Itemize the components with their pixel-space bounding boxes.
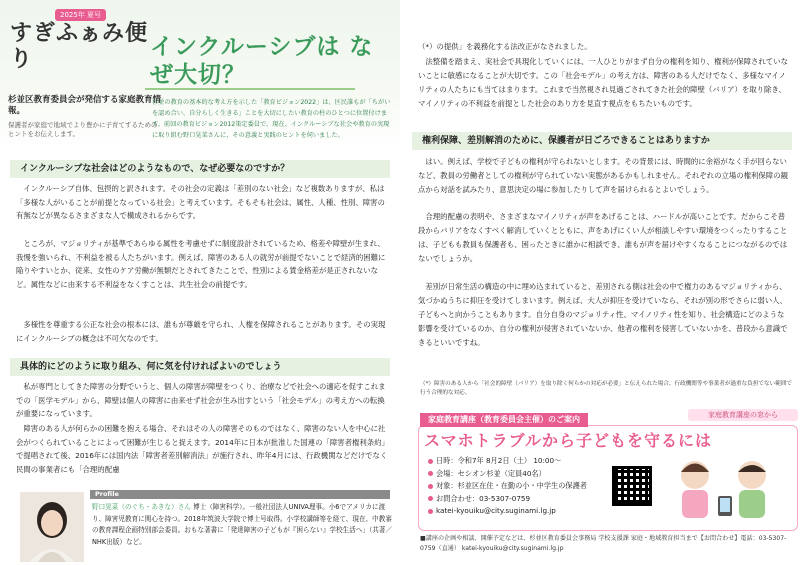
event-date: 日時：令和7年 8月2日（土） 10:00〜 <box>428 455 628 468</box>
tagline-sub: 保護者が家庭で地域でより豊かに子育てするためのヒントをお伝えします。 <box>8 121 158 138</box>
mail-icon <box>428 509 433 514</box>
paragraph: はい。例えば、学校で子どもの権利が守られないとします。その背景には、時間的に余裕がなく手が回らないなど、教員の労働者としての権利が守られていない実態があるかもしれません。それぞれの立場の権利保障の観点から対話を試みたり、意思決定の場に参加したりして声を届けられるとよいでしょう。 <box>418 157 788 194</box>
section-heading: 具体的にどのように取り組み、何に気を付ければよいのでしょう <box>10 358 390 376</box>
paragraph: ところが、マジョリティが基準であらゆる属性を考慮せずに制度設計されているため、格差や障壁が生まれ、我慢を強いられ、不利益を被る人たちがいます。例えば、障害のある人の就労が前提でないことで経済的困難に陥りやすいとか、従来、女性のケア労働が無類だとされてきたことで、性別による賃金格差が是正されないなど。属性などに由来する不利益をなくすことは、共生社会の前提です。 <box>16 239 386 289</box>
window-tag: 家庭教育講座の窓から <box>688 409 798 421</box>
theme-underline <box>145 88 355 90</box>
footnote: （*）障害のある人から「社会的障壁（バリア）を取り除く何らかの対応が必要」と伝えられた場合、行政機関等や事業者が過重な負担でない範囲で行う合理的な対応。 <box>420 381 792 396</box>
bullet-icon <box>428 459 433 464</box>
issue-tag: 2025年 夏号 <box>55 9 106 21</box>
profile-name: 野口晃菜（のぐち・あきな）さん <box>92 503 191 511</box>
section-heading: インクルーシブな社会はどのようなもので、なぜ必要なのですか？ <box>10 160 390 178</box>
bullet-icon <box>428 471 433 476</box>
children-illustration <box>660 450 790 520</box>
theme-heading: インクルーシブは なぜ大切？ <box>150 34 374 88</box>
paragraph: 多様性を尊重する公正な社会の根本には、誰もが尊厳を守られ、人権を保障されることがあります。その実現にインクルーシブの概念は不可欠なのです。 <box>16 320 386 343</box>
event-venue: 会場：セシオン杉並（定員40名） <box>428 468 628 481</box>
event-email[interactable]: katei-kyouiku@city.suginami.lg.jp <box>428 505 628 518</box>
bullet-icon <box>428 496 433 501</box>
paragraph: インクルーシブ自体、包摂的と訳されます。その社会の定義は「差別のない社会」など複数ありますが、私は「多様な人がいることが前提となっている社会」と考えています。そもそも社会は、属性、人種、性別、障害の有無などが異なるさまざまな人で構成されるからです。 <box>16 184 385 220</box>
tagline: 杉並区教育委員会が発信する家庭教育情報。 <box>8 95 162 116</box>
profile-bio: 博士（障害科学）。一般社団法人UNIVA理事。小6でアメリカに渡り、障害児教育に関心を持つ。2018年筑波大学院で博士号取得。小学校講師等を経て、現在、中教審の教育課程企画特別部会委員。おもな著書に「発達障害の子どもが『困らない』学校生活へ」（共著／NHK出版）など。 <box>92 503 393 546</box>
qr-code-icon[interactable] <box>612 466 652 506</box>
intro-text: 杉並の教育の基本的な考え方を示した「教育ビジョン2022」は、区民誰もが「ちがいを認め合い、自分らしく生きる」ことを大切にしたい教育の柱のひとつに位置付けます。前回の教育ビジョン2012策定委員で、現在、インクルーシブな社会や教育の実現に取り組む野口晃菜さんに、その意義と実践のヒントを伺いました。 <box>152 99 391 139</box>
profile-bar <box>90 490 390 499</box>
paragraph: 障害のある人が何らかの困難を抱える場合、それはその人の障害そのものではなく、障害のない人を中心に社会がつくられていることによって困難が生じると捉えます。2014年に日本が批准した国連の「障害者権利条約」で提唱されて後、2016年には国内法「障害者差別解消法」が施行され、昨年4月には、行政機関などだけでなく民間の事業者にも「合理的配慮 <box>16 424 388 474</box>
profile-text <box>92 502 392 548</box>
paragraph: 合理的配慮の表明や、さまざまなマイノリティが声をあげることは、ハードルが高いことです。だからこそ普段からバリアをなくすべく解消していくとともに、声をあげにくい人が相談しやすい環境をつくったりすることは、子どもも教員も保護者も、困ったときに誰かに相談でき、誰もが声を届けやすくなることにつながるのではないでしょうか。 <box>418 212 788 263</box>
paragraph: 私が専門としてきた障害の分野でいうと、個人の障害が障壁をつくり、治療などで社会への適応を促すこれまでの「医学モデル」から、障壁は個人の障害に由来せず社会が生み出すという「社会モデル」の考え方への転換が重要になっています。 <box>16 382 386 418</box>
event-phone: お問合わせ：03-5307-0759 <box>428 493 628 506</box>
newsletter-title: すぎふぁみ便り <box>10 20 149 72</box>
event-target: 対象：杉並区在住・在勤の小・中学生の保護者 <box>428 480 628 493</box>
paragraph: （*）の提供」を義務化する法改正がなされました。 <box>418 42 592 51</box>
profile-label: Profile <box>95 490 119 498</box>
bullet-icon <box>428 484 433 489</box>
section-heading: 権利保障、差別解消のために、保護者が日ごろできることはありますか <box>412 132 792 150</box>
footer-note: ■講座の企画や相談、開催予定などは、杉並区教育委員会事務局 学校支援課 家庭・地域教育担当まで【お問合わせ】電話：03-5307-0759（直通） katei-kyouiku@city.suginami.lg.jp <box>420 535 787 552</box>
portrait-photo <box>20 492 84 562</box>
event-tag: 家庭教育講座（教育委員会主催）のご案内 <box>420 413 588 427</box>
event-details <box>428 455 628 518</box>
paragraph: 差別が日常生活の構造の中に埋め込まれていると、差別される側は社会の中で権力のあるマジョリティから、気づかぬうちに抑圧を受けてしまいます。例えば、大人が抑圧を受けていなら、それが別の形でさらに弱い人、子どもへと向かうこともあります。自分自身のマジョリティ性、マイノリティ性を知り、社会構造にどのような影響を受けているのか、自分の権利が侵害されていないか、他者の権利を侵害していないかを、普段から意識できるといいですね。 <box>418 282 788 347</box>
event-title: スマホトラブルから子どもを守るには <box>424 431 713 450</box>
paragraph: 法整備を踏まえ、実社会で具現化していくには、一人ひとりがまず自分の権利を知り、権利が保障されていないことに敏感になることが大切です。この「社会モデル」の考え方は、障害のある人だけでなく、多様なマイノリティの人たちにも当てはまります。これまで当然視され見過ごされてきた社会的障壁（バリア）を取り除き、マイノリティの不利益を前提とした社会のあり方を見直す視点をもちたいものです。 <box>418 57 788 108</box>
